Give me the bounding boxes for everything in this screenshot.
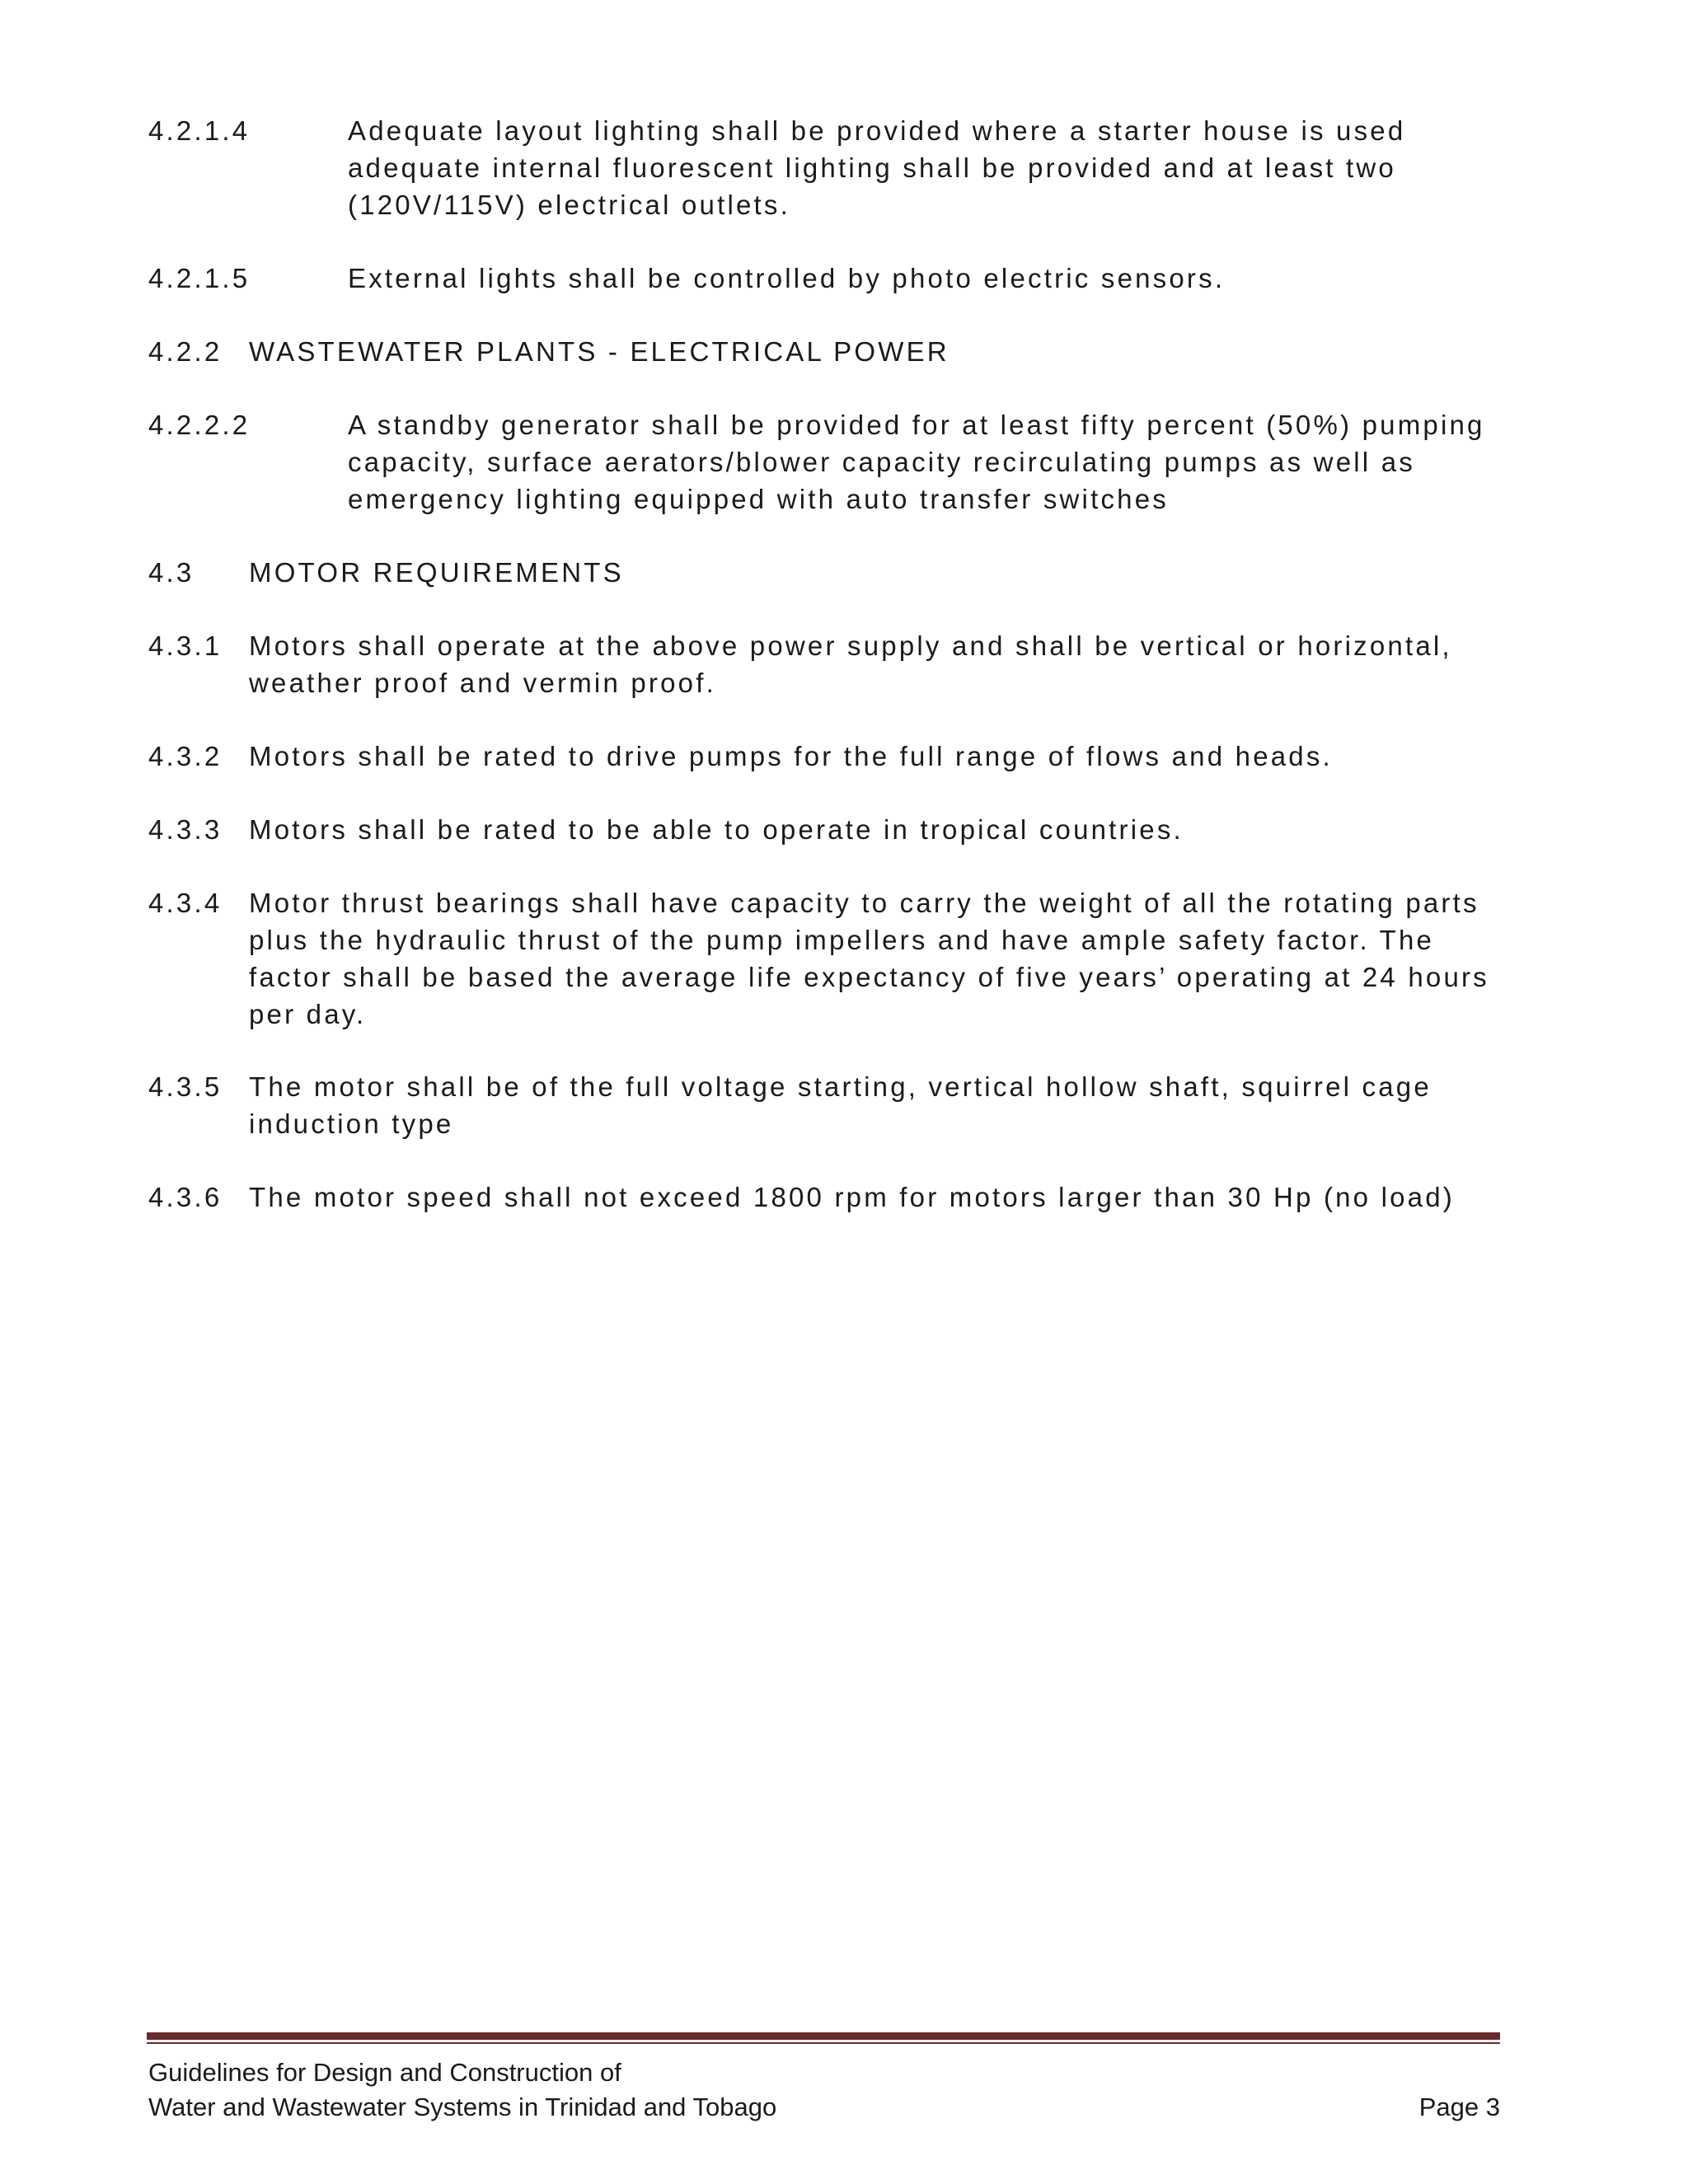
section-title: MOTOR REQUIREMENTS (249, 557, 624, 588)
clause-4-2-1-5 (148, 260, 1500, 297)
clause-number: 4.2.1.5 (148, 263, 251, 293)
clause-4-3-4 (148, 884, 1500, 1033)
footer-title-line-1: Guidelines for Design and Construction of (148, 2058, 621, 2087)
clause-4-3-5 (148, 1068, 1500, 1142)
clause-text: The motor speed shall not exceed 1800 rpm for motors larger than 30 Hp (no load) (249, 1182, 1455, 1212)
section-number: 4.3 (148, 557, 195, 588)
clause-number: 4.3.2 (148, 741, 223, 771)
clause-4-3-3 (148, 811, 1500, 848)
section-number: 4.2.2 (148, 336, 223, 367)
clause-number: 4.3.3 (148, 814, 223, 845)
clause-4-3-2 (148, 738, 1500, 775)
clause-text: The motor shall be of the full voltage starting, vertical hollow shaft, squirrel cage induction type (249, 1071, 1432, 1139)
section-title: WASTEWATER PLANTS - ELECTRICAL POWER (249, 336, 950, 367)
clause-number: 4.3.1 (148, 630, 223, 661)
page-number: Page 3 (1418, 2093, 1500, 2121)
footer-divider (147, 2032, 1500, 2044)
footer-divider-thick (147, 2032, 1500, 2040)
clause-text: External lights shall be controlled by photo electric sensors. (348, 263, 1226, 293)
section-heading-4-3 (148, 554, 1500, 591)
clause-number: 4.3.4 (148, 888, 223, 918)
clause-number: 4.3.6 (148, 1182, 223, 1212)
section-heading-4-2-2 (148, 333, 1500, 370)
clause-text: Motors shall operate at the above power supply and shall be vertical or horizontal, weather proof and vermin proof. (249, 630, 1452, 698)
footer-divider-thin (147, 2042, 1500, 2044)
clause-text: Motors shall be rated to be able to operate in tropical countries. (249, 814, 1184, 845)
clause-text: Motor thrust bearings shall have capacity to carry the weight of all the rotating parts plus the hydraulic thrust of the pump impellers and have ample safety factor. The factor shall be based the average life expectancy of five years’ operating at 24 hours per day. (249, 888, 1489, 1029)
clause-number: 4.2.1.4 (148, 115, 251, 146)
footer-title-line-2: Water and Wastewater Systems in Trinidad and Tobago (148, 2093, 777, 2121)
clause-text: Motors shall be rated to drive pumps for the full range of flows and heads. (249, 741, 1333, 771)
clause-text: A standby generator shall be provided for at least fifty percent (50%) pumping capacity, surface aerators/blower capacity recirculating pumps as well as emergency lighting equipped with auto transfer switches (348, 410, 1485, 514)
clause-4-2-1-4 (148, 112, 1500, 223)
clause-number: 4.2.2.2 (148, 410, 251, 440)
page-footer (148, 2055, 1500, 2125)
clause-4-3-1 (148, 627, 1500, 701)
clause-text: Adequate layout lighting shall be provided where a starter house is used adequate internal fluorescent lighting shall be provided and at least two (120V/115V) electrical outlets. (348, 115, 1406, 220)
clause-number: 4.3.5 (148, 1071, 223, 1102)
clause-4-2-2-2 (148, 406, 1500, 518)
clause-4-3-6 (148, 1179, 1500, 1216)
